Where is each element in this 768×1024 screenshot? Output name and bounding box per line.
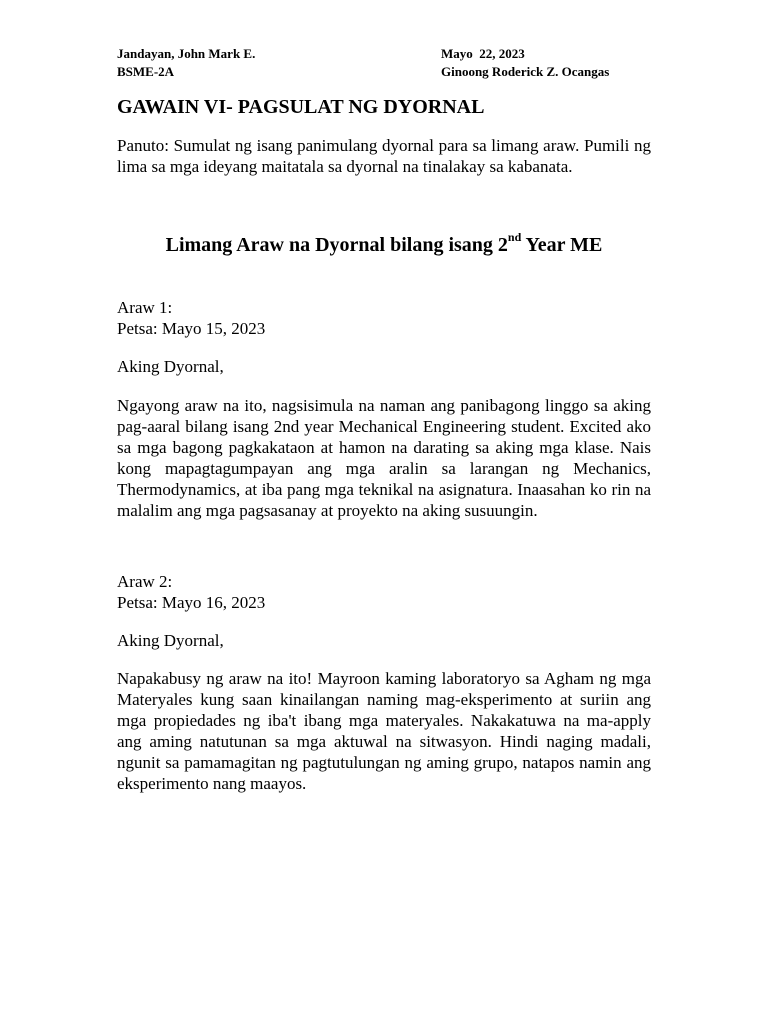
entry-day: Araw 2:	[117, 572, 173, 591]
submission-date: Mayo 22, 2023	[441, 46, 525, 61]
entry-body: Ngayong araw na ito, nagsisimula na naman ang panibagong linggo sa aking pag-aaral bilang isang 2nd year Mechanical Engineering student. Excited ako sa mga bagong pagkakataon at hamon na darating sa aking mga klase. Nais kong mapagtagumpayan ang mga aralin sa larangan ng Mechanics, Thermodynamics, at iba pang mga teknikal na asignatura. Inaasahan ko rin na malalim ang mga pagsasanay at proyekto na aking susuungin.	[117, 396, 651, 520]
teacher-name: Ginoong Roderick Z. Ocangas	[441, 64, 610, 79]
entry-body: Napakabusy ng araw na ito! Mayroon kaming laboratoryo sa Agham ng mga Materyales kung saan kinailangan naming mag-eksperimento at suriin ang mga propiedades ng iba't ibang mga materyales. Nakakatuwa na ma-apply ang aming natutunan sa mga aktuwal na sitwasyon. Hindi naging madali, ngunit sa pamamagitan ng pagtutulungan ng aming grupo, natapos namin ang eksperimento nang maayos.	[117, 669, 651, 793]
entry-date: Petsa: Mayo 16, 2023	[117, 593, 266, 612]
journal-title	[0, 232, 768, 258]
activity-title: GAWAIN VI- PAGSULAT NG DYORNAL	[117, 96, 485, 118]
entry-salutation: Aking Dyornal,	[117, 357, 224, 376]
journal-title-main: Limang Araw na Dyornal bilang isang 2	[165, 234, 508, 256]
student-section: BSME-2A	[117, 64, 175, 79]
instructions-paragraph: Panuto: Sumulat ng isang panimulang dyornal para sa limang araw. Pumili ng lima sa mga ideyang maitatala sa dyornal na tinalakay sa kabanata.	[117, 136, 651, 176]
entry-date: Petsa: Mayo 15, 2023	[117, 319, 266, 338]
journal-title-superscript: nd	[507, 230, 522, 245]
entry-salutation: Aking Dyornal,	[117, 631, 224, 650]
entry-day: Araw 1:	[117, 298, 173, 317]
student-name: Jandayan, John Mark E.	[117, 46, 256, 61]
journal-title-tail: Year ME	[521, 234, 603, 256]
